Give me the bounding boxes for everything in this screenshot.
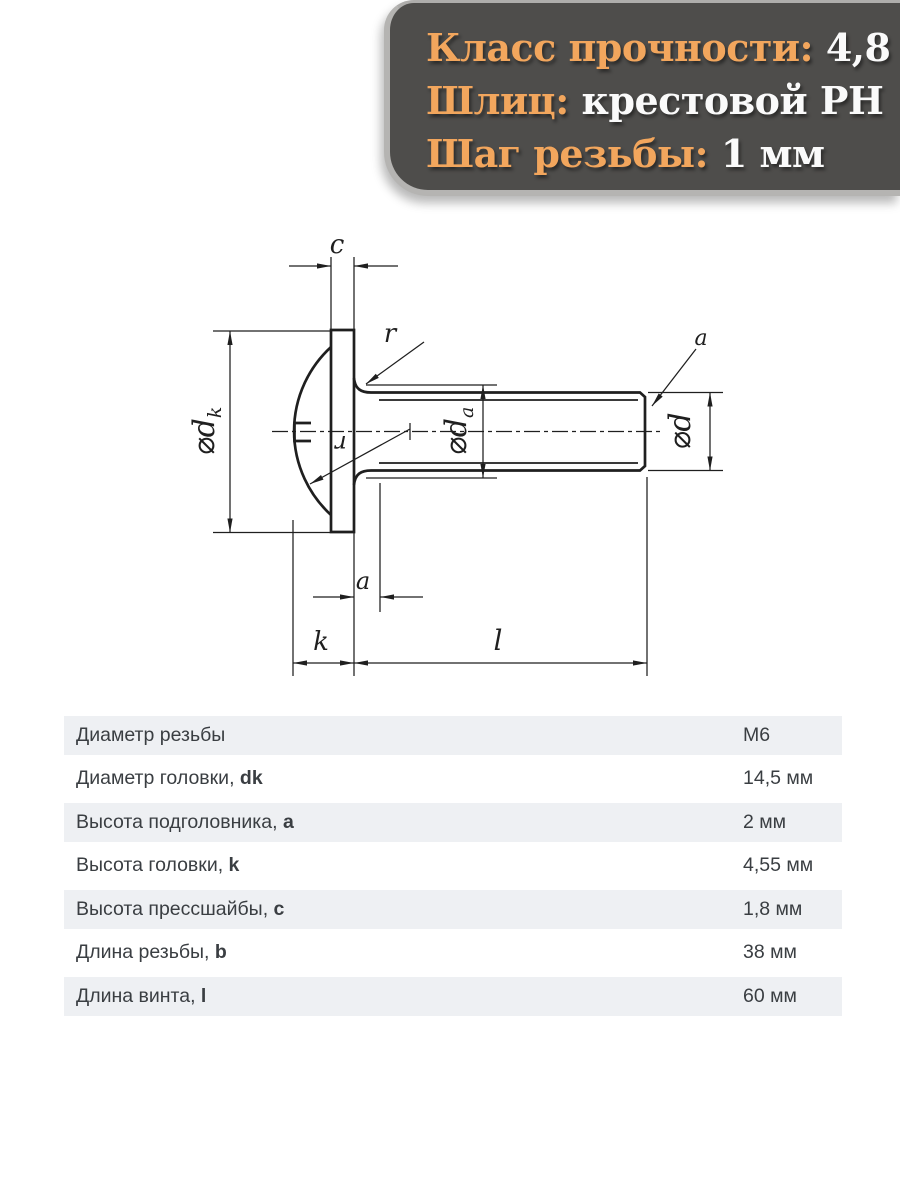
screw-drawing-svg	[160, 225, 760, 710]
banner-line-pitch	[426, 127, 892, 180]
banner-term: Класс прочности:	[426, 25, 814, 70]
dim-label-a: a	[355, 567, 371, 595]
dim-label-r-head: r	[335, 430, 347, 458]
head-radius-leader	[310, 423, 410, 484]
arrowhead	[652, 393, 663, 406]
table-row	[64, 716, 842, 760]
arrowhead	[340, 594, 354, 599]
arrowhead	[227, 331, 232, 345]
row-value: 2 мм	[743, 810, 787, 833]
dim-label-a-chamfer: a	[694, 326, 708, 351]
dim-label-r: r	[383, 319, 397, 349]
banner-value: 1 мм	[708, 131, 825, 176]
dim-label-k: k	[313, 627, 329, 657]
arrowhead	[354, 660, 368, 665]
table-row	[64, 890, 842, 934]
banner-value: крестовой PH	[568, 78, 884, 123]
dim-label-c: c	[329, 230, 345, 260]
row-value: 1,8 мм	[743, 897, 803, 920]
row-label: Высота подголовника, a	[76, 810, 294, 833]
arrowhead	[354, 263, 368, 268]
screw-technical-drawing	[160, 225, 760, 710]
arrowhead	[317, 263, 331, 268]
dim-label-d: ⌀d	[663, 412, 698, 450]
arrowhead	[380, 594, 394, 599]
dim-kl-lines	[293, 477, 647, 676]
table-row	[64, 760, 842, 804]
spec-table	[64, 716, 842, 1021]
row-value: 4,55 мм	[743, 854, 814, 877]
banner-line-strength	[426, 21, 892, 74]
row-value: 38 мм	[743, 941, 797, 964]
dim-label-da: $⌀d_a$	[439, 406, 478, 456]
banner-value: 4,8	[813, 25, 891, 70]
arrowhead	[227, 519, 232, 533]
banner-line-drive	[426, 74, 892, 127]
dim-label-dk: $⌀d_k$	[187, 406, 226, 456]
arrowhead	[366, 374, 379, 384]
arrowhead	[293, 660, 307, 665]
dim-c-lines	[289, 257, 398, 329]
table-row	[64, 803, 842, 847]
banner-term: Шлиц:	[426, 78, 569, 123]
row-value: 60 мм	[743, 984, 797, 1007]
row-label: Высота прессшайбы, c	[76, 897, 285, 920]
row-value: 14,5 мм	[743, 767, 814, 790]
arrowhead	[707, 457, 712, 471]
row-label: Длина резьбы, b	[76, 941, 227, 964]
table-row	[64, 934, 842, 978]
row-label: Высота головки, k	[76, 854, 240, 877]
banner-term: Шаг резьбы:	[426, 131, 709, 176]
arrowhead	[310, 475, 324, 484]
table-row	[64, 847, 842, 891]
row-value: M6	[743, 723, 771, 746]
arrowhead	[633, 660, 647, 665]
strength-class-banner	[384, 0, 900, 196]
row-label: Диаметр головки, dk	[76, 767, 263, 790]
arrowhead	[340, 660, 354, 665]
arrowhead	[707, 393, 712, 407]
row-label: Длина винта, l	[76, 984, 207, 1007]
table-row	[64, 977, 842, 1021]
dim-label-l: l	[493, 624, 503, 657]
row-label: Диаметр резьбы	[76, 723, 226, 746]
